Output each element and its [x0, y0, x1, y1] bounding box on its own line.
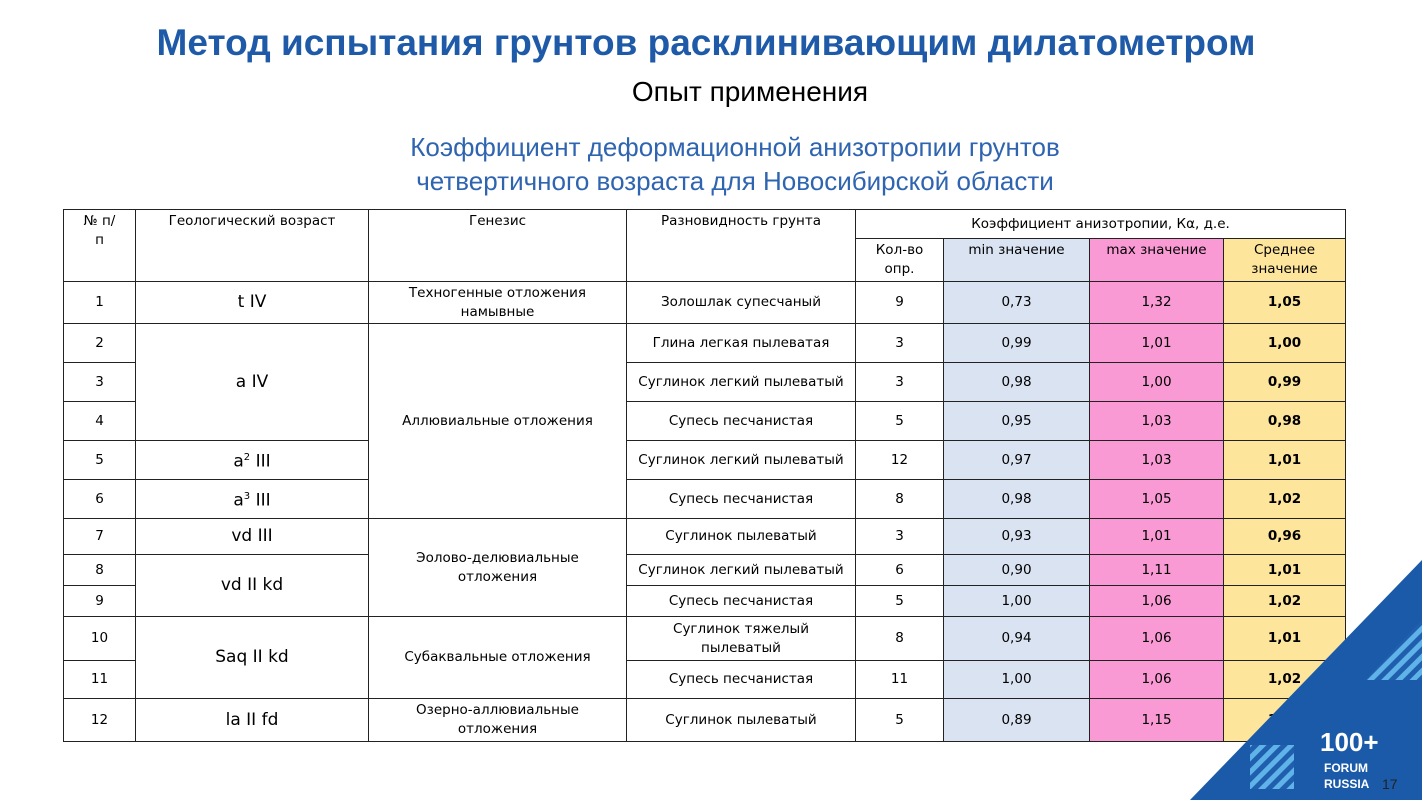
table-caption — [265, 130, 1205, 198]
geologic-age: la II fd — [136, 699, 369, 742]
header-count: Кол-во опр. — [856, 239, 944, 282]
count-cell: 11 — [856, 661, 944, 699]
geologic-age: t IV — [136, 282, 369, 324]
avg-value: 1,02 — [1224, 480, 1346, 519]
age-sup: 2 — [243, 452, 251, 464]
caption-line-1: Коэффициент деформационной анизотропии грунтов — [410, 132, 1060, 162]
min-value: 1,00 — [944, 586, 1090, 617]
row-no: 7 — [64, 519, 136, 555]
soil-type: Суглинок легкий пылеватый — [627, 555, 856, 586]
genesis-cell: Эолово-делювиальные отложения — [369, 519, 627, 617]
table-row — [64, 441, 1346, 480]
count-cell: 5 — [856, 586, 944, 617]
max-value: 1,01 — [1090, 324, 1224, 363]
soil-type: Суглинок тяжелый пылеватый — [627, 617, 856, 661]
count-cell: 8 — [856, 617, 944, 661]
soil-type: Супесь песчанистая — [627, 480, 856, 519]
soil-type: Супесь песчанистая — [627, 661, 856, 699]
count-cell: 5 — [856, 699, 944, 742]
count-cell: 5 — [856, 402, 944, 441]
soil-type: Золошлак супесчаный — [627, 282, 856, 324]
table-row — [64, 480, 1346, 519]
table-row — [64, 699, 1346, 742]
min-value: 0,90 — [944, 555, 1090, 586]
page-number: 17 — [1382, 776, 1398, 792]
min-value: 0,95 — [944, 402, 1090, 441]
age-base: a — [233, 490, 244, 511]
max-value: 1,00 — [1090, 363, 1224, 402]
max-value: 1,06 — [1090, 661, 1224, 699]
max-value: 1,05 — [1090, 480, 1224, 519]
table-row — [64, 282, 1346, 324]
row-no: 1 — [64, 282, 136, 324]
genesis-cell: Озерно-аллювиальные отложения — [369, 699, 627, 742]
avg-value: 1,01 — [1224, 555, 1346, 586]
caption-line-2: четвертичного возраста для Новосибирской области — [416, 166, 1054, 196]
slide-title: Метод испытания грунтов расклинивающим дилатометром — [156, 22, 1256, 63]
row-no: 8 — [64, 555, 136, 586]
row-no: 9 — [64, 586, 136, 617]
brand-line-2: FORUM — [1324, 761, 1368, 775]
avg-value: 1,02 — [1224, 661, 1346, 699]
header-avg: Среднее значение — [1224, 239, 1346, 282]
geologic-age: a IV — [136, 324, 369, 441]
min-value: 0,99 — [944, 324, 1090, 363]
geologic-age — [136, 441, 369, 480]
table-row — [64, 324, 1346, 363]
slide-subtitle: Опыт применения — [631, 76, 869, 107]
geologic-age: vd II kd — [136, 555, 369, 617]
max-value: 1,32 — [1090, 282, 1224, 324]
brand-line-3: RUSSIA — [1324, 777, 1370, 791]
genesis-cell: Техногенные отложения намывные — [369, 282, 627, 324]
age-tail: III — [250, 451, 271, 472]
avg-value: 1,00 — [1224, 324, 1346, 363]
soil-type: Суглинок легкий пылеватый — [627, 441, 856, 480]
header-age: Геологический возраст — [136, 210, 369, 282]
header-soil: Разновидность грунта — [627, 210, 856, 282]
max-value: 1,15 — [1090, 699, 1224, 742]
avg-value: 1,01 — [1224, 617, 1346, 661]
table-row — [64, 519, 1346, 555]
min-value: 0,93 — [944, 519, 1090, 555]
min-value: 0,97 — [944, 441, 1090, 480]
row-no: 6 — [64, 480, 136, 519]
forum-brand-graphic — [1190, 560, 1422, 800]
row-no: 3 — [64, 363, 136, 402]
age-base: a — [233, 451, 244, 472]
min-value: 0,94 — [944, 617, 1090, 661]
avg-value: 1,01 — [1224, 441, 1346, 480]
geologic-age: Saq II kd — [136, 617, 369, 699]
avg-value: 0,98 — [1224, 402, 1346, 441]
soil-type: Супесь песчанистая — [627, 402, 856, 441]
genesis-cell: Аллювиальные отложения — [369, 324, 627, 519]
avg-value: 1,05 — [1224, 282, 1346, 324]
min-value: 0,98 — [944, 363, 1090, 402]
soil-type: Суглинок пылеватый — [627, 699, 856, 742]
avg-value: 1,02 — [1224, 586, 1346, 617]
count-cell: 3 — [856, 363, 944, 402]
row-no: 4 — [64, 402, 136, 441]
table-row — [64, 617, 1346, 661]
age-sup: 3 — [243, 491, 251, 503]
min-value: 1,00 — [944, 661, 1090, 699]
genesis-cell: Субаквальные отложения — [369, 617, 627, 699]
age-tail: III — [250, 490, 271, 511]
header-coefficient: Коэффициент анизотропии, Кα, д.е. — [856, 210, 1346, 239]
avg-value: 0,99 — [1224, 363, 1346, 402]
count-cell: 9 — [856, 282, 944, 324]
count-cell: 8 — [856, 480, 944, 519]
min-value: 0,89 — [944, 699, 1090, 742]
row-no: 10 — [64, 617, 136, 661]
anisotropy-table — [63, 209, 1346, 742]
soil-type: Глина легкая пылеватая — [627, 324, 856, 363]
soil-type: Супесь песчанистая — [627, 586, 856, 617]
count-cell: 12 — [856, 441, 944, 480]
brand-logo-mark — [1250, 745, 1294, 789]
min-value: 0,98 — [944, 480, 1090, 519]
count-cell: 3 — [856, 519, 944, 555]
row-no: 12 — [64, 699, 136, 742]
count-cell: 3 — [856, 324, 944, 363]
header-genesis: Генезис — [369, 210, 627, 282]
header-no: № п/п — [64, 210, 136, 282]
header-max: max значение — [1090, 239, 1224, 282]
max-value: 1,11 — [1090, 555, 1224, 586]
geologic-age: vd III — [136, 519, 369, 555]
header-min: min значение — [944, 239, 1090, 282]
max-value: 1,03 — [1090, 402, 1224, 441]
count-cell: 6 — [856, 555, 944, 586]
geologic-age — [136, 480, 369, 519]
max-value: 1,01 — [1090, 519, 1224, 555]
max-value: 1,06 — [1090, 586, 1224, 617]
table-row — [64, 555, 1346, 586]
avg-value: 0,96 — [1224, 519, 1346, 555]
soil-type: Суглинок легкий пылеватый — [627, 363, 856, 402]
row-no: 5 — [64, 441, 136, 480]
min-value: 0,73 — [944, 282, 1090, 324]
max-value: 1,03 — [1090, 441, 1224, 480]
row-no: 11 — [64, 661, 136, 699]
max-value: 1,06 — [1090, 617, 1224, 661]
brand-line-1: 100+ — [1320, 727, 1379, 757]
soil-type: Суглинок пылеватый — [627, 519, 856, 555]
row-no: 2 — [64, 324, 136, 363]
